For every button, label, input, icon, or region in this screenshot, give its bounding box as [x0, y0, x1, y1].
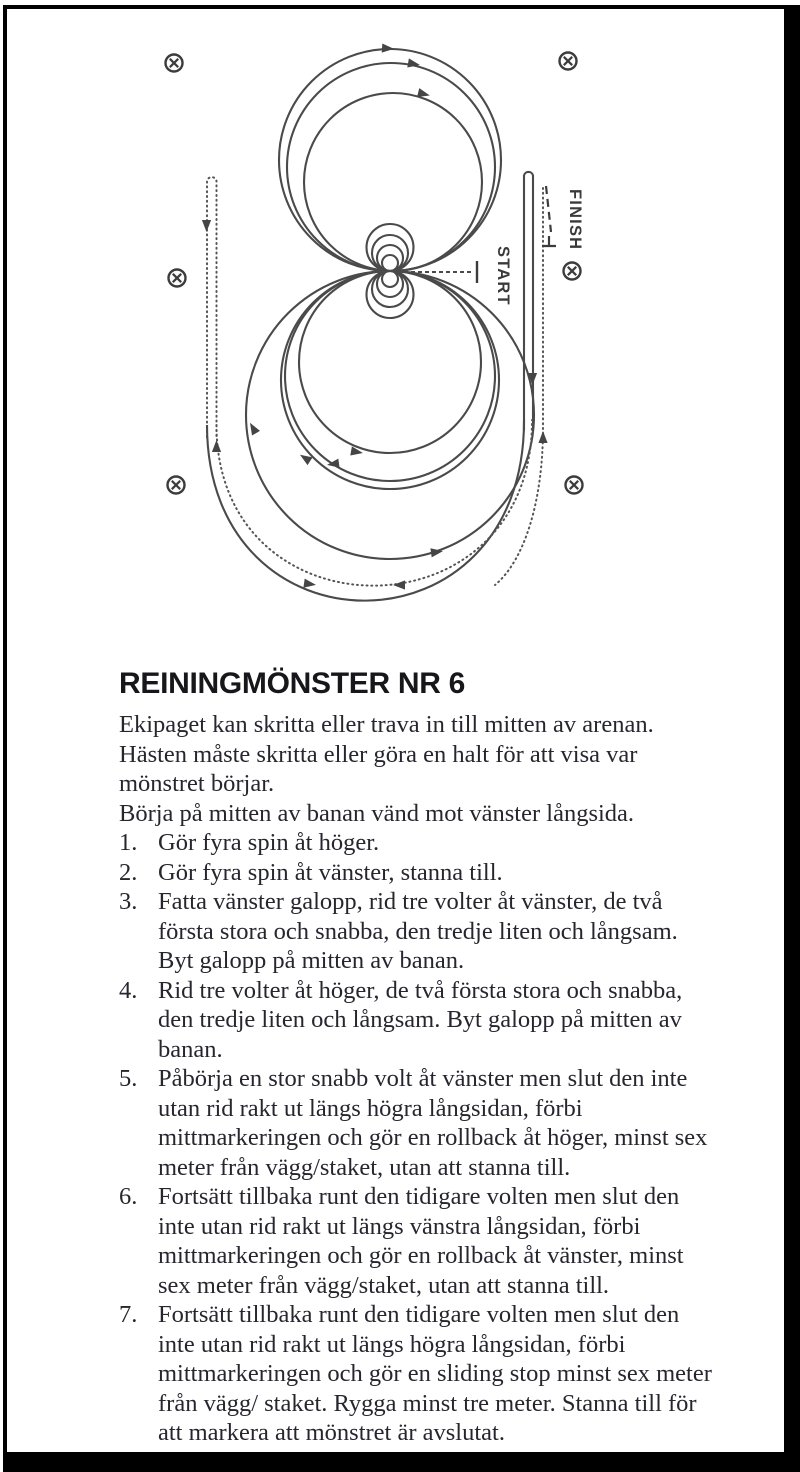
- instructions-block: [119, 667, 716, 1448]
- step-number: 1.: [119, 829, 138, 856]
- reining-pattern-diagram: [0, 0, 800, 660]
- step-item: [119, 887, 716, 976]
- step-number: 3.: [119, 888, 138, 915]
- step-number: 6.: [119, 1183, 138, 1210]
- step-item: [119, 976, 716, 1065]
- arena-marker-icon: [166, 55, 183, 72]
- start-label: START: [494, 246, 512, 306]
- arena-marker-icon: [169, 270, 186, 287]
- step-text: Fortsätt tillbaka runt den tidigare volten men slut den inte utan rid rakt ut längs högra långsidan, förbi mittmarkeringen och gör en sliding stop minst sex meter från vägg/ staket. Rygga minst tre meter. Stanna till för att markera att mönstret är avslutat.: [158, 1301, 712, 1446]
- finish-annotation: [542, 186, 584, 250]
- step-text: Gör fyra spin åt vänster, stanna till.: [158, 858, 503, 886]
- arena-marker-icon: [168, 477, 185, 494]
- step-item: [119, 1300, 716, 1448]
- step-text: Påbörja en stor snabb volt åt vänster men slut den inte utan rid rakt ut längs högra långsidan, förbi mittmarkeringen och gör en rollback åt höger, minst sex meter från vägg/staket, utan att stanna till.: [158, 1065, 708, 1181]
- arena-marker-icon: [564, 263, 581, 280]
- step-text: Fatta vänster galopp, rid tre volter åt vänster, de två första stora och snabba, den tredje liten och långsam. Byt galopp på mitten av banan.: [158, 888, 678, 974]
- arena-marker-icon: [560, 53, 577, 70]
- step-number: 4.: [119, 976, 138, 1004]
- pattern-title: REININGMÖNSTER NR 6: [119, 667, 465, 700]
- step-number: 7.: [119, 1301, 138, 1328]
- step-item: [119, 1182, 716, 1300]
- steps-list: [119, 828, 716, 1448]
- step-text: Fortsätt tillbaka runt den tidigare volten men slut den inte utan rid rakt ut längs vänstra långsidan, förbi mittmarkeringen och gör en rollback åt vänster, minst sex meter från vägg/staket, utan att stanna till.: [158, 1183, 684, 1299]
- step-item: [119, 828, 716, 858]
- step-item: [119, 1064, 716, 1182]
- start-instruction: Börja på mitten av banan vänd mot vänster långsida.: [119, 799, 635, 827]
- step-text: Gör fyra spin åt höger.: [158, 829, 380, 856]
- step-number: 5.: [119, 1065, 138, 1092]
- step-text: Rid tre volter åt höger, de två första stora och snabba, den tredje liten och långsam. Byt galopp på mitten av banan.: [158, 976, 683, 1063]
- intro-paragraph: Ekipaget kan skritta eller trava in till mitten av arenan. Hästen måste skritta eller göra en halt för att visa var mönstret börjar.: [119, 711, 654, 797]
- rundown-paths: [202, 172, 548, 601]
- bottom-circles: [246, 271, 534, 559]
- finish-label: FINISH: [566, 189, 584, 251]
- arena-marker-icon: [566, 477, 583, 494]
- top-circles: [279, 43, 501, 271]
- step-item: [119, 858, 716, 888]
- step-number: 2.: [119, 858, 138, 886]
